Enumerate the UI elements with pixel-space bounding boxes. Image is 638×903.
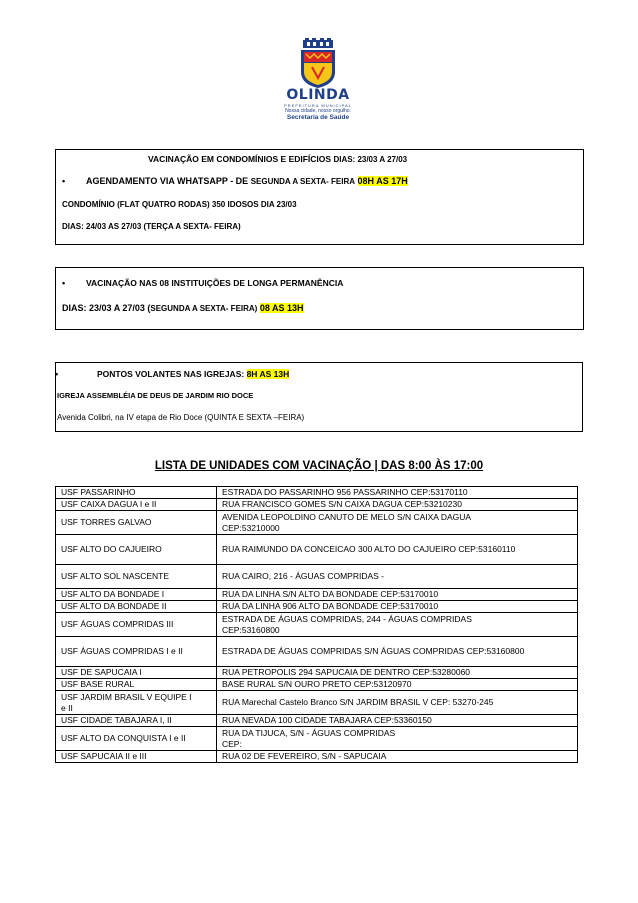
unit-name: USF JARDIM BRASIL V EQUIPE I e II xyxy=(56,691,217,715)
box2-title-text: VACINAÇÃO NAS 08 INSTITUIÇÕES DE LONGA PERMANÊNCIA xyxy=(86,278,344,288)
unit-row xyxy=(56,601,578,613)
box3-church: IGREJA ASSEMBLÉIA DE DEUS DE JARDIM RIO DOCE xyxy=(57,391,254,400)
units-list-title-text: LISTA DE UNIDADES COM VACINAÇÃO | DAS 8:00 ÀS 17:00 xyxy=(154,460,484,472)
unit-address: RUA DA TIJUCA, S/N - ÁGUAS COMPRIDAS CEP: xyxy=(217,727,578,751)
unit-name: USF ALTO DA BONDADE I xyxy=(56,589,217,601)
box1-title-days: DIAS: 23/03 A 27/03 xyxy=(333,155,408,164)
logo-secretaria: Secretaria de Saúde xyxy=(286,114,350,121)
unit-row xyxy=(56,511,578,535)
box1-days-line: DIAS: 24/03 AS 27/03 (TERÇA A SEXTA- FEIRA) xyxy=(62,222,241,231)
unit-row xyxy=(56,691,578,715)
unit-row xyxy=(56,679,578,691)
unit-row xyxy=(56,667,578,679)
church-points-box xyxy=(55,362,583,432)
unit-address: AVENIDA LEOPOLDINO CANUTO DE MELO S/N CAIXA DAGUA CEP:53210000 xyxy=(217,511,578,535)
unit-row xyxy=(56,637,578,667)
box1-schedule xyxy=(62,176,408,186)
unit-address: RUA CAIRO, 216 - ÁGUAS COMPRIDAS - xyxy=(217,565,578,589)
box3-title-hours: 8H AS 13H xyxy=(246,369,290,379)
olinda-logo xyxy=(270,38,366,128)
unit-address: RUA Marechal Castelo Branco S/N JARDIM BRASIL V CEP: 53270-245 xyxy=(217,691,578,715)
logo-prefeitura: PREFEITURA MUNICIPAL xyxy=(284,103,352,108)
box1-schedule-weekdays: SEGUNDA A SEXTA- FEIRA xyxy=(250,177,356,186)
logo-text xyxy=(270,88,366,122)
box2-days xyxy=(62,303,304,313)
unit-row xyxy=(56,589,578,601)
long-stay-institutions-box xyxy=(55,267,584,330)
box1-schedule-whatsapp: AGENDAMENTO VIA WHATSAPP xyxy=(86,176,228,186)
unit-address: ESTRADA DE ÁGUAS COMPRIDAS S/N ÁGUAS COMPRIDAS CEP:53160800 xyxy=(217,637,578,667)
logo-slogan: Nossa cidade, nosso orgulho. xyxy=(285,108,351,114)
unit-row xyxy=(56,565,578,589)
unit-address: RUA RAIMUNDO DA CONCEICAO 300 ALTO DO CAJUEIRO CEP:53160110 xyxy=(217,535,578,565)
unit-address: RUA DA LINHA S/N ALTO DA BONDADE CEP:53170010 xyxy=(217,589,578,601)
unit-address: ESTRADA DE ÁGUAS COMPRIDAS, 244 - ÁGUAS COMPRIDAS CEP:53160800 xyxy=(217,613,578,637)
unit-name: USF PASSARINHO xyxy=(56,487,217,499)
box3-title-text: PONTOS VOLANTES NAS IGREJAS: xyxy=(97,369,247,379)
bullet-icon: • xyxy=(55,369,59,379)
unit-name: USF ALTO DA BONDADE II xyxy=(56,601,217,613)
unit-name: USF ALTO SOL NASCENTE xyxy=(56,565,217,589)
units-table xyxy=(55,486,578,763)
unit-name: USF ÁGUAS COMPRIDAS III xyxy=(56,613,217,637)
unit-name: USF DE SAPUCAIA I xyxy=(56,667,217,679)
unit-address: RUA PETROPOLIS 294 SAPUCAIA DE DENTRO CEP:53280060 xyxy=(217,667,578,679)
unit-row xyxy=(56,499,578,511)
unit-row xyxy=(56,613,578,637)
logo-olinda: OLINDA xyxy=(286,87,350,103)
unit-address: ESTRADA DO PASSARINHO 956 PASSARINHO CEP:53170110 xyxy=(217,487,578,499)
unit-address: BASE RURAL S/N OURO PRETO CEP:53120970 xyxy=(217,679,578,691)
unit-address: RUA FRANCISCO GOMES S/N CAIXA DAGUA CEP:53210230 xyxy=(217,499,578,511)
box1-title xyxy=(148,154,407,164)
box1-schedule-de: - DE xyxy=(227,176,251,186)
box2-title xyxy=(62,278,343,288)
unit-address: RUA NEVADA 100 CIDADE TABAJARA CEP:53360150 xyxy=(217,715,578,727)
unit-name: USF ÁGUAS COMPRIDAS I e II xyxy=(56,637,217,667)
units-list-title xyxy=(0,460,638,472)
bullet-icon: • xyxy=(62,278,66,288)
box2-days-range: DIAS: 23/03 A 27/03 ( xyxy=(62,303,151,313)
units-table-body xyxy=(56,487,578,763)
box3-title xyxy=(55,369,289,379)
unit-address: RUA DA LINHA 906 ALTO DA BONDADE CEP:53170010 xyxy=(217,601,578,613)
unit-row xyxy=(56,751,578,763)
unit-row xyxy=(56,535,578,565)
coat-of-arms-icon xyxy=(270,38,366,88)
box2-days-weekdays: SEGUNDA A SEXTA- FEIRA) xyxy=(150,304,258,313)
box1-title-main: VACINAÇÃO EM CONDOMÍNIOS E EDIFÍCIOS xyxy=(148,154,334,164)
box3-address: Avenida Colibri, na IV etapa de Rio Doce (QUINTA E SEXTA –FEIRA) xyxy=(57,413,305,422)
box1-flat-line: CONDOMÍNIO (FLAT QUATRO RODAS) 350 IDOSOS DIA 23/03 xyxy=(62,200,297,209)
unit-name: USF CAIXA DAGUA I e II xyxy=(56,499,217,511)
unit-row xyxy=(56,727,578,751)
unit-address: RUA 02 DE FEVEREIRO, S/N - SAPUCAIA xyxy=(217,751,578,763)
unit-name: USF BASE RURAL xyxy=(56,679,217,691)
unit-name: USF TORRES GALVAO xyxy=(56,511,217,535)
unit-row xyxy=(56,487,578,499)
box2-days-hours: 08 AS 13H xyxy=(259,303,304,313)
condominium-vaccination-box xyxy=(55,149,584,245)
unit-name: USF SAPUCAIA II e III xyxy=(56,751,217,763)
box1-schedule-hours: 08H AS 17H xyxy=(357,176,408,186)
unit-row xyxy=(56,715,578,727)
unit-name: USF CIDADE TABAJARA I, II xyxy=(56,715,217,727)
bullet-icon: • xyxy=(62,176,66,186)
unit-name: USF ALTO DO CAJUEIRO xyxy=(56,535,217,565)
unit-name: USF ALTO DA CONQUISTA I e II xyxy=(56,727,217,751)
